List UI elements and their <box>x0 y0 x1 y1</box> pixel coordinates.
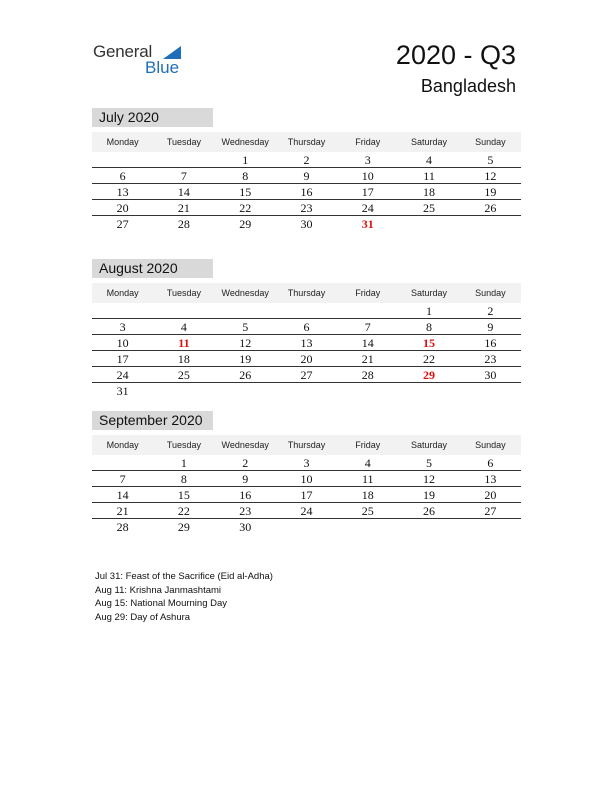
day-cell <box>337 519 398 535</box>
weekday-header-row <box>92 283 521 303</box>
day-cell: 14 <box>361 336 374 350</box>
day-cell <box>460 383 521 399</box>
day-cell <box>92 455 153 470</box>
page-title: 2020 - Q3 <box>395 40 516 70</box>
day-cell: 24 <box>116 368 129 382</box>
day-cell: 20 <box>300 352 313 366</box>
logo-general-text: General <box>93 42 153 61</box>
weekday-label: Saturday <box>411 137 448 147</box>
day-cell: 8 <box>180 472 187 486</box>
week-row <box>92 503 521 519</box>
week-row <box>92 335 521 351</box>
day-cell: 9 <box>487 320 494 334</box>
weekday-label: Wednesday <box>221 440 269 450</box>
weekday-label: Thursday <box>287 440 326 450</box>
day-cell: 1 <box>426 304 433 318</box>
day-cell: 24 <box>300 504 313 518</box>
weekday-label: Wednesday <box>221 288 269 298</box>
day-cell: 28 <box>361 368 374 382</box>
day-cell: 13 <box>116 185 129 199</box>
day-cell: 4 <box>180 320 187 334</box>
day-cell <box>153 383 214 399</box>
day-cell: 15 <box>239 185 252 199</box>
month-block <box>92 108 521 232</box>
weekday-label: Thursday <box>287 288 326 298</box>
day-cell: 30 <box>484 368 497 382</box>
day-cell <box>337 383 398 399</box>
weekday-label: Sunday <box>475 440 506 450</box>
day-cell: 18 <box>361 488 374 502</box>
day-cell: 24 <box>361 201 374 215</box>
day-cell: 19 <box>484 185 497 199</box>
weekday-label: Tuesday <box>166 137 202 147</box>
day-cell: 10 <box>361 169 374 183</box>
weekday-label: Saturday <box>411 288 448 298</box>
day-cell: 10 <box>300 472 313 486</box>
weekday-label: Monday <box>106 137 139 147</box>
week-row <box>92 455 521 471</box>
day-cell: 10 <box>116 336 129 350</box>
day-cell: 21 <box>177 201 190 215</box>
month-label: September 2020 <box>92 411 213 430</box>
day-cell: 20 <box>116 201 129 215</box>
week-row <box>92 487 521 503</box>
logo <box>93 42 193 78</box>
day-cell: 26 <box>484 201 497 215</box>
weekday-label: Saturday <box>411 440 448 450</box>
day-cell: 17 <box>300 488 313 502</box>
day-cell: 21 <box>116 504 129 518</box>
day-cell: 4 <box>364 456 371 470</box>
week-row <box>92 367 521 383</box>
day-cell: 20 <box>484 488 497 502</box>
day-cell <box>215 383 276 399</box>
weekday-label: Sunday <box>475 137 506 147</box>
weekday-label: Monday <box>106 440 139 450</box>
day-cell: 2 <box>242 456 249 470</box>
day-cell <box>215 303 276 318</box>
day-cell <box>460 519 521 535</box>
month-block <box>92 259 521 399</box>
day-cell: 7 <box>119 472 126 486</box>
holiday-day-cell: 31 <box>361 217 374 231</box>
week-row <box>92 152 521 168</box>
day-cell: 28 <box>116 520 129 534</box>
day-cell <box>153 152 214 167</box>
day-cell <box>92 152 153 167</box>
day-cell: 27 <box>300 368 313 382</box>
day-cell: 29 <box>177 520 190 534</box>
day-cell: 21 <box>361 352 374 366</box>
day-cell: 14 <box>116 488 129 502</box>
weekday-label: Friday <box>355 137 381 147</box>
day-cell: 14 <box>177 185 190 199</box>
day-cell: 4 <box>426 153 433 167</box>
day-cell: 16 <box>239 488 252 502</box>
day-cell: 22 <box>423 352 436 366</box>
day-cell <box>92 303 153 318</box>
day-cell: 7 <box>180 169 187 183</box>
weekday-label: Thursday <box>287 137 326 147</box>
month-label: July 2020 <box>92 108 213 127</box>
day-cell: 18 <box>423 185 436 199</box>
weekday-header-row <box>92 435 521 455</box>
week-row <box>92 168 521 184</box>
week-row <box>92 383 521 399</box>
day-cell: 23 <box>239 504 252 518</box>
day-cell: 26 <box>239 368 252 382</box>
day-cell: 17 <box>361 185 374 199</box>
day-cell: 26 <box>423 504 436 518</box>
week-row <box>92 351 521 367</box>
month-block <box>92 411 521 535</box>
week-row <box>92 471 521 487</box>
weekday-label: Sunday <box>475 288 506 298</box>
day-cell: 9 <box>303 169 310 183</box>
holiday-day-cell: 29 <box>423 368 436 382</box>
holiday-note: Jul 31: Feast of the Sacrifice (Eid al-Adha) <box>95 571 273 582</box>
day-cell <box>276 383 337 399</box>
day-cell: 6 <box>487 456 494 470</box>
day-cell: 17 <box>116 352 129 366</box>
day-cell: 1 <box>180 456 187 470</box>
day-cell: 13 <box>300 336 313 350</box>
day-cell: 16 <box>300 185 313 199</box>
day-cell: 6 <box>119 169 126 183</box>
week-row <box>92 319 521 335</box>
day-cell: 6 <box>303 320 310 334</box>
day-cell: 7 <box>364 320 371 334</box>
day-cell: 11 <box>423 169 435 183</box>
holiday-note: Aug 11: Krishna Janmashtami <box>95 584 222 596</box>
day-cell: 13 <box>484 472 497 486</box>
weekday-label: Wednesday <box>221 137 269 147</box>
day-cell: 5 <box>487 153 494 167</box>
holiday-day-cell: 15 <box>423 336 436 350</box>
day-cell: 3 <box>119 320 126 334</box>
country-name: Bangladesh <box>420 76 516 96</box>
day-cell: 16 <box>484 336 497 350</box>
day-cell: 27 <box>116 217 129 231</box>
month-label: August 2020 <box>92 259 213 278</box>
day-cell: 18 <box>177 352 190 366</box>
holiday-note: Aug 15: National Mourning Day <box>95 598 228 609</box>
holiday-day-cell: 11 <box>178 336 190 350</box>
day-cell: 25 <box>423 201 436 215</box>
day-cell: 19 <box>239 352 252 366</box>
weekday-label: Tuesday <box>166 288 202 298</box>
day-cell: 12 <box>239 336 252 350</box>
day-cell: 22 <box>239 201 252 215</box>
day-cell: 1 <box>242 153 249 167</box>
weekday-header-row <box>92 132 521 152</box>
day-cell: 28 <box>177 217 190 231</box>
day-cell: 31 <box>116 384 129 398</box>
day-cell: 8 <box>242 169 249 183</box>
week-row <box>92 216 521 232</box>
day-cell <box>398 383 459 399</box>
day-cell <box>337 303 398 318</box>
day-cell: 19 <box>423 488 436 502</box>
weekday-label: Friday <box>355 440 381 450</box>
weekday-label: Monday <box>106 288 139 298</box>
day-cell: 2 <box>487 304 494 318</box>
day-cell <box>460 216 521 232</box>
week-row <box>92 519 521 535</box>
holiday-notes <box>95 570 273 624</box>
week-row <box>92 303 521 319</box>
day-cell: 23 <box>300 201 313 215</box>
day-cell: 5 <box>242 320 249 334</box>
day-cell: 30 <box>239 520 252 534</box>
day-cell: 27 <box>484 504 497 518</box>
day-cell <box>276 519 337 535</box>
day-cell <box>398 216 459 232</box>
day-cell <box>398 519 459 535</box>
day-cell: 5 <box>426 456 433 470</box>
day-cell: 30 <box>300 217 313 231</box>
day-cell: 23 <box>484 352 497 366</box>
weekday-label: Friday <box>355 288 381 298</box>
day-cell: 9 <box>242 472 249 486</box>
day-cell: 25 <box>361 504 374 518</box>
day-cell: 12 <box>484 169 497 183</box>
day-cell: 22 <box>177 504 190 518</box>
day-cell <box>153 303 214 318</box>
day-cell: 3 <box>303 456 310 470</box>
day-cell: 2 <box>303 153 310 167</box>
day-cell: 3 <box>364 153 371 167</box>
day-cell <box>276 303 337 318</box>
day-cell: 12 <box>423 472 436 486</box>
day-cell: 15 <box>177 488 190 502</box>
day-cell: 8 <box>426 320 433 334</box>
week-row <box>92 200 521 216</box>
weekday-label: Tuesday <box>166 440 202 450</box>
day-cell: 11 <box>361 472 374 486</box>
day-cell: 29 <box>239 217 252 231</box>
logo-blue-text: Blue <box>145 58 180 77</box>
day-cell: 25 <box>177 368 190 382</box>
week-row <box>92 184 521 200</box>
holiday-note: Aug 29: Day of Ashura <box>95 611 191 623</box>
